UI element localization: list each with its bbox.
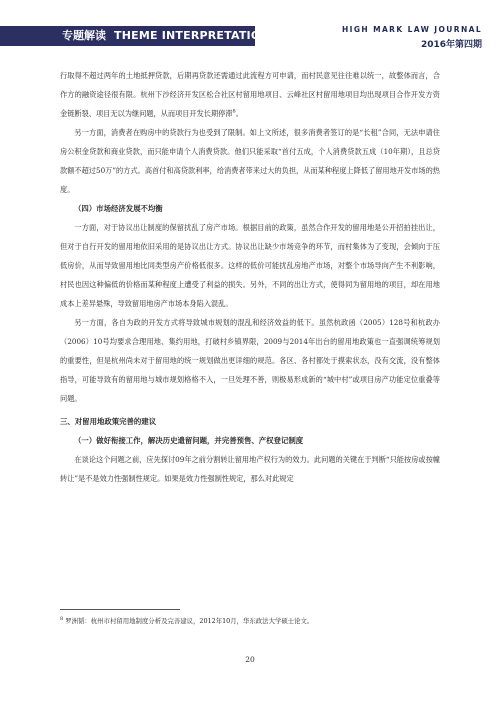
paragraph-2: 另一方面，消费者在购房中的贷款行为也受到了限制。如上文所述，很多消费者签订的是“长租”合同，无法申请住房公积金贷款和商业贷款，而只能申请个人消费贷款。他们只能采取“首付五成，个人消费贷款五成（10年期），且总贷款额不超过50万”的方式。高首付和高贷款利率，给消费者带来过大的负担，从而某种程度上降低了留用地开发市场的热度。 (60, 128, 440, 194)
page-number: 20 (245, 655, 255, 664)
paragraph-5: 在谈论这个问题之前，应先探讨09年之前分割转让留用地产权行为的效力。此问题的关键在于判断“只能按房或按幢转让”是不是效力性强制性规定。如果是效力性强制性规定，那么对此规定 (60, 455, 440, 483)
subheading-1: （一）做好衔接工作，解决历史遗留问题，并完善预售、产权登记制度 (74, 436, 304, 445)
footnote (60, 616, 440, 626)
section-title (62, 26, 270, 46)
journal-name: HIGH MARK LAW JOURNAL (342, 25, 482, 34)
paragraph-1-end: 。 (235, 109, 243, 118)
header-band (0, 26, 270, 46)
footnote-mark: 8 (60, 615, 64, 622)
paragraph-1-text: 行取得不超过两年的土地抵押贷款，后期再贷款还需通过此流程方可申请，而村民意见往往难以统一，故整体而言，合作方的融资途径很有限。杭州下沙经济开发区松合社区村留用地项目、云峰社区村留用地项目均出现项目合作开发方资金链断裂、项目无以为继问题，从而项目开发长期停滞 (60, 71, 440, 118)
footnote-divider (60, 609, 180, 610)
footnote-text: 罗洲韬：杭州市村留用地制度分析及完善建议，2012年10月，华东政法大学硕士论文。 (65, 617, 314, 625)
footnote-ref[interactable]: 8 (232, 108, 236, 115)
paragraph-3: 一方面，对于协议出让制度的保留扰乱了房产市场。根据目前的政策，虽然合作开发的留用地是公开招拍挂出让，但对于自行开发的留用地依旧采用的是协议出让方式。协议出让缺少市场竞争的环节，而村集体为了变现，会倾向于压低房价，从而导致留用地比同类型房产价格低很多。这样的低价可能扰乱房地产市场，对整个市场导向产生不利影响，村民也因这种偏低的价格而某种程度上遭受了利益的损失。另外，不同的出让方式，使得同为留用地的项目，却在用地成本上差异悬殊，导致留用地房产市场本身陷入混乱。 (60, 223, 440, 308)
article-body (60, 66, 440, 488)
subheading-4: （四）市场经济发展不均衡 (74, 204, 163, 213)
paragraph-4: 另一方面，各自为政的开发方式将导致城市规划的混乱和经济效益的低下。虽然杭政函（2005）128号和杭政办（2006）10号均要求合理用地、集约用地，打破村乡镇界限，2009与2014年出台的留用地政策也一直强调统筹规划的重要性，但是杭州尚未对于留用地的统一规划做出更详细的规范。各区、各村都处于摸索状态，没有交流，没有整体指导，可能导致有的留用地与城市规划格格不入，一旦处理不善，则极易形成新的“城中村”或项目房产功能定位重叠等问题。 (60, 318, 440, 403)
paragraph-1 (60, 66, 440, 123)
section-heading-3: 三、对留用地政策完善的建议 (60, 417, 157, 426)
journal-masthead (342, 25, 482, 50)
section-title-en: THEME INTERPRETATION (114, 29, 270, 42)
section-title-cn: 专题解读 (62, 29, 106, 42)
issue-label: 2016年第四期 (420, 40, 482, 50)
